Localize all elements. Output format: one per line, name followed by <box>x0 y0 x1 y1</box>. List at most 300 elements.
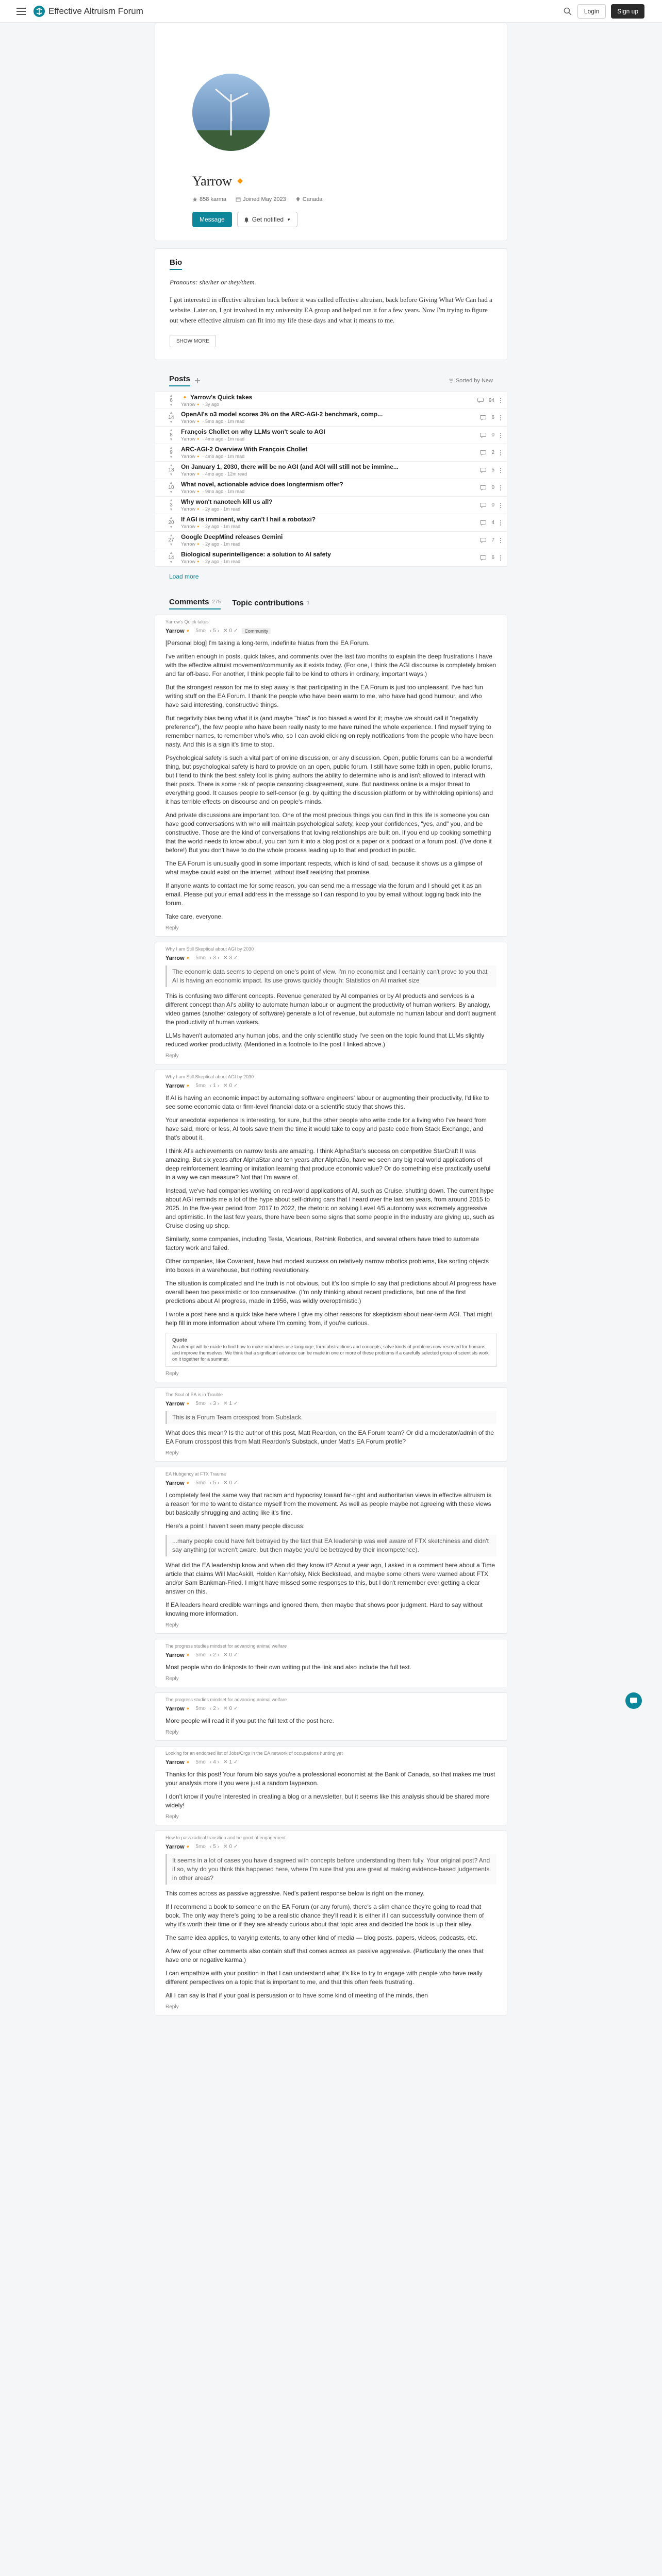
location-stat <box>295 196 323 202</box>
post-karma-value: 27 <box>168 537 174 543</box>
vote-down-icon[interactable]: ‹ <box>209 1083 212 1089</box>
comment-header <box>166 1759 496 1766</box>
post-meta: Yarrow🔸 · 3y ago <box>181 401 220 407</box>
post-karma <box>166 499 177 512</box>
comment-quote: ...many people could have felt betrayed by the fact that EA leadership was well aware of FTX sketchiness and didn't say anything (or weren't aware, but then maybe you'd be betrayed by their incompetence). <box>166 1535 496 1556</box>
location-pin-icon <box>295 197 301 202</box>
location-text: Canada <box>302 196 323 202</box>
comment-paragraph: If anyone wants to contact me for some reason, you can send me a message via the forum and I should get it as an email. Please put your email address in the message so I can respond to you by email without logging back into the forum. <box>166 882 482 907</box>
comment-paragraph: If EA leaders heard credible warnings and ignored them, then maybe that shows poor judgment. Hard to say without knowing more information. <box>166 1601 483 1617</box>
downvote-arrow-icon[interactable]: ▼ <box>169 490 173 494</box>
search-icon[interactable] <box>563 7 572 16</box>
post-karma <box>166 411 177 424</box>
comment-author[interactable]: Yarrow🔸 <box>166 1652 192 1658</box>
comment-quote: This is a Forum Team crosspost from Substack. <box>166 1411 496 1424</box>
agree-value: 0 <box>229 628 233 634</box>
bell-icon <box>244 217 249 223</box>
content-tabs <box>155 598 507 609</box>
disagree-icon[interactable]: ✕ <box>223 1652 228 1658</box>
more-options-icon[interactable] <box>500 485 502 491</box>
comment-paragraph: I wrote a post here and a quick take here where I give my other reasons for skepticism about near-term AGI. That might help fill in more information about where I'm coming from, if you're curious. <box>166 1311 492 1327</box>
vote-up-icon[interactable]: › <box>217 1706 220 1711</box>
vote-up-icon[interactable]: › <box>217 1083 220 1089</box>
comment-quote: It seems in a lot of cases you have disagreed with concepts before understanding them fully. Your original post? And if so, why do you think this happened here, where I'm sure that you are great at making evidence-based judgements in other areas? <box>166 1854 496 1885</box>
post-meta: Yarrow🔸 · 2y ago · 1m read <box>181 541 241 547</box>
comment-paragraph: I've written enough in posts, quick takes, and comments over the last two months to explain the deep frustrations I have with the effective altruist movement/community as it exists today. (For one, I think the AGI discourse is completely broken and far off-base. For another, I think people fail to be kind to others in ordinary, important ways.) <box>166 653 496 677</box>
post-title[interactable]: OpenAI's o3 model scores 3% on the ARC-AGI-2 benchmark, comp... <box>181 411 383 418</box>
post-title[interactable]: Google DeepMind releases Gemini <box>181 533 283 540</box>
comment-author[interactable]: Yarrow🔸 <box>166 1401 192 1407</box>
post-karma <box>166 481 177 494</box>
comment-thread-title[interactable]: Yarrow's Quick takes <box>166 619 209 624</box>
post-karma-value: 10 <box>168 485 174 490</box>
comment-paragraph: And private discussions are important too. One of the most precious things you can find in this life is someone you can have good conversations with who will maintain psychological safety, keep your confidences, "yes, and" you, and be constructive. Those are the kind of conversations that loving relationships are built on. If you end up cooking something that the world needs to know about, you can turn it into a blog post or a paper or a podcast or a forum post. (I've done it before!) But you don't have to do the whole process leading up to that end product in public. <box>166 811 492 854</box>
comment-author[interactable]: Yarrow🔸 <box>166 1759 192 1766</box>
comment-age: 5mo <box>195 1083 206 1089</box>
vote-up-icon[interactable]: › <box>217 955 220 961</box>
upvote-arrow-icon[interactable]: ▲ <box>169 534 173 537</box>
agree-value: 1 <box>229 1401 233 1406</box>
agree-icon[interactable]: ✓ <box>234 1844 238 1850</box>
more-options-icon[interactable] <box>500 502 502 509</box>
comment-paragraph: If I recommend a book to someone on the EA Forum (or any forum), there's a slim chance they're going to read that book. The only way there's going to be a realistic chance they'll read it is either if I can successfully convince them of why it's worth their time or if they are already curious about that topic area and decided the book is up their alley. <box>166 1903 484 1928</box>
agree-vote <box>223 955 238 961</box>
post-row[interactable] <box>155 427 507 444</box>
comment-bubble-icon[interactable] <box>480 538 486 543</box>
login-button[interactable]: Login <box>577 4 606 19</box>
disagree-icon[interactable]: ✕ <box>223 1759 228 1765</box>
post-comment-count: 94 <box>488 397 494 403</box>
joined-date: Joined May 2023 <box>242 196 286 202</box>
comment-author[interactable]: Yarrow🔸 <box>166 955 192 961</box>
comment-paragraph: Your anecdotal experience is interesting, for sure, but the other people who write code for a living who I've heard from have said, more or less, AI tools save them the time it would take to copy and paste code from Stack Exchange, and that's about it. <box>166 1116 487 1141</box>
comment-text <box>166 1094 496 1367</box>
vote-down-icon[interactable]: ‹ <box>209 1844 212 1850</box>
post-meta: Yarrow🔸 · 4mo ago · 1m read <box>181 436 245 442</box>
footnote-text: An attempt will be made to find how to make machines use language, form abstractions and concepts, solve kinds of problems now reserved for humans, and improve themselves. We think that a significant advance can be made in one or more of these problems if a carefully selected group of scientists work on it together for a summer. <box>172 1344 489 1362</box>
post-title[interactable]: ARC-AGI-2 Overview With François Chollet <box>181 446 308 453</box>
reply-link[interactable]: Reply <box>166 2004 179 2010</box>
posts-list <box>155 392 507 567</box>
karma-vote <box>210 628 219 634</box>
comment-bubble-icon[interactable] <box>480 450 486 455</box>
karma-value: 3 <box>213 1401 216 1406</box>
more-options-icon[interactable] <box>500 415 502 421</box>
comment-bubble-icon[interactable] <box>480 485 486 490</box>
agree-icon[interactable]: ✓ <box>234 1759 238 1765</box>
sort-icon <box>449 378 454 383</box>
chat-icon <box>630 1697 638 1704</box>
post-karma-value: 3 <box>170 502 173 508</box>
agree-vote <box>223 1652 238 1658</box>
comment-bubble-icon[interactable] <box>477 398 484 403</box>
more-options-icon[interactable] <box>500 467 502 473</box>
post-meta: Yarrow🔸 · 9mo ago · 1m read <box>181 489 245 494</box>
comment-paragraph: Other companies, like Covariant, have had modest success on relatively narrow robotics problems, like sorting objects into boxes in a warehouse, but nothing revolutionary. <box>166 1258 489 1274</box>
comment-thread-title[interactable]: The progress studies mindset for advancing animal welfare <box>166 1697 287 1702</box>
comment-paragraph: Here's a point I haven't seen many people discuss: <box>166 1522 305 1530</box>
agree-icon[interactable]: ✓ <box>234 1706 238 1711</box>
agree-value: 3 <box>229 955 233 961</box>
message-button[interactable]: Message <box>192 212 232 227</box>
star-icon <box>192 197 197 202</box>
comment-paragraph: The EA Forum is unusually good in some important respects, which is kind of sad, because it shows us a glimpse of what maybe could exist on the internet, without itself realizing that promise. <box>166 860 483 876</box>
upvote-arrow-icon[interactable]: ▲ <box>169 551 173 555</box>
disagree-icon[interactable]: ✕ <box>223 955 228 961</box>
bio-text <box>170 277 492 326</box>
post-meta: Yarrow🔸 · 2y ago · 1m read <box>181 506 241 512</box>
post-row[interactable] <box>155 392 507 409</box>
post-row[interactable] <box>155 462 507 479</box>
karma-value: 4 <box>213 1759 216 1765</box>
comment-text <box>166 1717 496 1725</box>
comment-bubble-icon[interactable] <box>480 555 486 561</box>
karma-vote <box>210 1759 219 1765</box>
post-karma-value: 8 <box>170 432 173 438</box>
comment-text <box>166 1854 496 2000</box>
post-comment-count: 2 <box>491 450 494 455</box>
post-title[interactable]: Why won't nanotech kill us all? <box>181 498 273 505</box>
comment-bubble-icon[interactable] <box>480 415 486 420</box>
vote-up-icon[interactable]: › <box>217 1844 220 1850</box>
karma-count: 858 karma <box>200 196 226 202</box>
post-meta: Yarrow🔸 · 5mo ago · 1m read <box>181 419 245 424</box>
comment-thread-title[interactable]: The Soul of EA is in Trouble <box>166 1392 223 1397</box>
upvote-arrow-icon[interactable]: ▲ <box>169 499 173 502</box>
disagree-icon[interactable]: ✕ <box>223 1083 228 1089</box>
chat-launcher-button[interactable] <box>625 1692 642 1709</box>
vote-up-icon[interactable]: › <box>217 1759 220 1765</box>
post-row[interactable] <box>155 497 507 514</box>
karma-vote <box>210 1480 219 1486</box>
post-karma-value: 6 <box>170 397 173 403</box>
comment-paragraph: The same idea applies, to varying extents, to any other kind of media — blog posts, papers, videos, podcasts, etc. <box>166 1934 477 1941</box>
comment-paragraph: This comes across as passive aggressive. Ned's patient response below is right on the money. <box>166 1890 425 1897</box>
post-karma <box>166 534 177 547</box>
comment-age: 5mo <box>195 1759 206 1765</box>
calendar-icon <box>236 197 241 202</box>
comment-paragraph: What does this mean? Is the author of this post, Matt Reardon, on the EA Forum team? Or did a moderator/admin of the EA Forum crosspost this from Matt Reardon's Substack, under Matt's EA Forum profile? <box>166 1429 494 1445</box>
comment-text <box>166 639 496 921</box>
comment-paragraph: More people will read it if you put the full text of the post here. <box>166 1717 334 1724</box>
sort-label: Sorted by New <box>455 377 493 384</box>
agree-icon[interactable]: ✓ <box>234 628 238 634</box>
post-row[interactable] <box>155 409 507 427</box>
comment-paragraph: I think AI's achievements on narrow tests are amazing. I think AlphaStar's success on competitive StarCraft II was amazing. But six years after AlphaStar and ten years after AlphaGo, have we seen any big real world applications of deep reinforcement learning or imitation learning that produce economic value? Or do something else practically useful in a way we can measure? Not that I'm aware of. <box>166 1147 491 1181</box>
comment-text <box>166 1770 496 1810</box>
vote-down-icon[interactable]: ‹ <box>209 1401 212 1406</box>
comment-thread-title[interactable]: The progress studies mindset for advancing animal welfare <box>166 1643 287 1649</box>
comment-paragraph: Take care, everyone. <box>166 913 223 920</box>
sort-selector[interactable] <box>449 378 493 384</box>
comment-paragraph: All I can say is that if your goal is persuasion or to have some kind of meeting of the minds, then <box>166 1992 428 1999</box>
comment-bubble-icon[interactable] <box>480 468 486 473</box>
joined-stat <box>236 196 286 202</box>
reply-link[interactable]: Reply <box>166 1450 179 1456</box>
post-title[interactable]: 🔸 Yarrow's Quick takes <box>181 393 253 401</box>
downvote-arrow-icon[interactable]: ▼ <box>169 473 173 477</box>
tab-topic-contributions[interactable] <box>232 599 309 609</box>
karma-value: 5 <box>213 1480 216 1486</box>
comment-text <box>166 1663 496 1672</box>
disagree-icon[interactable]: ✕ <box>223 628 228 634</box>
vote-down-icon[interactable]: ‹ <box>209 628 212 634</box>
get-notified-button[interactable] <box>237 212 297 227</box>
comment-paragraph: Similarly, some companies, including Tesla, Vicarious, Rethink Robotics, and several others have tried to automate factory work and failed. <box>166 1235 479 1251</box>
comment-block <box>155 1070 507 1382</box>
comment-paragraph: I completely feel the same way that racism and hypocrisy toward far-right and authoritarian views in effective altruism is a reason for me to want to distance myself from the movement. As well as people maybe not agreeing with these views but basically shrugging and acting like it's fine. <box>166 1492 492 1516</box>
comment-bubble-icon[interactable] <box>480 520 486 526</box>
comment-age: 5mo <box>195 1652 206 1658</box>
karma-value: 5 <box>213 628 216 634</box>
tab-topic-count: 1 <box>307 600 310 606</box>
downvote-arrow-icon[interactable]: ▼ <box>169 543 173 547</box>
post-meta: Yarrow🔸 · 4mo ago · 1m read <box>181 454 245 459</box>
upvote-arrow-icon[interactable]: ▲ <box>169 446 173 450</box>
more-options-icon[interactable] <box>500 555 502 561</box>
comment-text <box>166 965 496 1049</box>
comment-thread-title[interactable]: Why I am Still Skeptical about AGI by 2030 <box>166 946 254 952</box>
karma-vote <box>210 955 219 961</box>
downvote-arrow-icon[interactable]: ▼ <box>169 420 173 424</box>
upvote-arrow-icon[interactable]: ▲ <box>169 481 173 485</box>
downvote-arrow-icon[interactable]: ▼ <box>169 526 173 529</box>
comment-text <box>166 1491 496 1618</box>
disagree-icon[interactable]: ✕ <box>223 1706 228 1711</box>
comment-paragraph: I don't know if you're interested in creating a blog or a newsletter, but it seems like this analysis should be shared more widely! <box>166 1793 490 1809</box>
reply-link[interactable]: Reply <box>166 925 179 931</box>
more-options-icon[interactable] <box>500 537 502 544</box>
reply-link[interactable]: Reply <box>166 1676 179 1682</box>
post-karma <box>166 516 177 529</box>
comment-header <box>166 1705 496 1712</box>
comment-paragraph: Most people who do linkposts to their own writing put the link and also include the full text. <box>166 1664 411 1671</box>
post-karma-value: 14 <box>168 415 174 420</box>
comments-list <box>155 615 507 2015</box>
agree-vote <box>223 628 238 634</box>
comment-author[interactable]: Yarrow🔸 <box>166 1480 192 1486</box>
agree-vote <box>223 1083 238 1089</box>
avatar-image-icon <box>192 74 270 151</box>
agree-icon[interactable]: ✓ <box>234 1652 238 1658</box>
post-comment-count: 6 <box>491 415 494 420</box>
reply-link[interactable]: Reply <box>166 1730 179 1735</box>
reply-link[interactable]: Reply <box>166 1622 179 1628</box>
karma-vote <box>210 1083 219 1089</box>
comment-paragraph: Instead, we've had companies working on real-world applications of AI, such as Cruise, shutting down. The current hype about AGI reminds me a lot of the hype about self-driving cars that I heard over the last ten years, from around 2015 to 2025. In the five-year period from 2017 to 2022, the rhetoric on solving Level 4/5 autonomy was extremely aggressive and optimistic. In the last few years, there have been some signs that some people in the industry are giving up, such as Cruise closing up shop. <box>166 1187 494 1229</box>
post-row[interactable] <box>155 479 507 497</box>
downvote-arrow-icon[interactable]: ▼ <box>169 455 173 459</box>
comment-block <box>155 942 507 1064</box>
comment-age: 5mo <box>195 1844 206 1850</box>
comment-header <box>166 1480 496 1486</box>
vote-down-icon[interactable]: ‹ <box>209 1759 212 1765</box>
comment-paragraph: This is confusing two different concepts. Revenue generated by AI companies or by AI products and services is a different concept than AI's ability to automate human labour or augment the productivity of human workers. By analogy, video games (another category of software) generate a lot of revenue, but automate no human labour and don't augment the productivity of human workers. <box>166 992 496 1026</box>
comment-paragraph: Thanks for this post! Your forum bio says you're a professional economist at the Bank of Canada, so that makes me trust your analysis more if you were just a random layperson. <box>166 1771 495 1787</box>
agree-vote <box>223 1480 238 1486</box>
karma-vote <box>210 1706 219 1711</box>
comment-age: 5mo <box>195 1401 206 1406</box>
downvote-arrow-icon[interactable]: ▼ <box>169 561 173 564</box>
vote-up-icon[interactable]: › <box>217 1652 220 1658</box>
karma-stat <box>192 196 226 202</box>
agree-icon[interactable]: ✓ <box>234 955 238 961</box>
comment-block <box>155 615 507 937</box>
reply-link[interactable]: Reply <box>166 1053 179 1059</box>
load-more-link[interactable]: Load more <box>169 573 199 580</box>
comment-header <box>166 1082 496 1089</box>
comment-thread-title[interactable]: How to pass radical transition and be good at engagement <box>166 1835 286 1840</box>
comment-age: 5mo <box>195 628 206 634</box>
vote-down-icon[interactable]: ‹ <box>209 1706 212 1711</box>
karma-value: 2 <box>213 1706 216 1711</box>
post-comment-count: 0 <box>491 485 494 490</box>
post-row[interactable] <box>155 549 507 567</box>
post-karma-value: 14 <box>168 555 174 561</box>
vote-down-icon[interactable]: ‹ <box>209 955 212 961</box>
agree-value: 0 <box>229 1706 233 1711</box>
downvote-arrow-icon[interactable]: ▼ <box>169 438 173 442</box>
upvote-arrow-icon[interactable]: ▲ <box>169 429 173 432</box>
comment-bubble-icon[interactable] <box>480 503 486 508</box>
post-title[interactable]: Biological superintelligence: a solution to AI safety <box>181 551 331 558</box>
agree-value: 0 <box>229 1480 233 1486</box>
forum-logo-icon <box>33 5 45 18</box>
more-options-icon[interactable] <box>500 450 502 456</box>
post-title[interactable]: François Chollet on why LLMs won't scale to AGI <box>181 428 325 435</box>
comment-quote: The economic data seems to depend on one's point of view. I'm no economist and I certainly can't prove to you that AI is having an economic impact. Its use grows quickly though: Statistics on AI market size <box>166 965 496 987</box>
upvote-arrow-icon[interactable]: ▲ <box>169 411 173 415</box>
tab-comments[interactable] <box>169 598 221 609</box>
downvote-arrow-icon[interactable]: ▼ <box>169 403 173 407</box>
post-row[interactable] <box>155 514 507 532</box>
plus-icon[interactable] <box>194 378 201 384</box>
profile-card <box>155 23 507 241</box>
more-options-icon[interactable] <box>500 520 502 526</box>
post-karma-value: 13 <box>168 467 174 473</box>
agree-vote <box>223 1401 238 1406</box>
posts-heading: Posts <box>169 375 190 386</box>
disagree-icon[interactable]: ✕ <box>223 1401 228 1406</box>
karma-value: 3 <box>213 955 216 961</box>
vote-up-icon[interactable]: › <box>217 628 220 634</box>
post-row[interactable] <box>155 444 507 462</box>
comment-paragraph: But negativity bias being what it is (and maybe "bias" is too biased a word for it; maybe we should call it "negativity preference"), the few people who have been really nasty to me have ruined the whole experience. I find myself trying to remember names, to remember who's who, so I can avoid clicking on reply notifications from the people who have been nasty. And this is a sign it's time to stop. <box>166 715 493 748</box>
profile-stats <box>192 196 492 202</box>
post-comment-count: 7 <box>491 537 494 543</box>
comment-text <box>166 1411 496 1446</box>
site-name: Effective Altruism Forum <box>48 6 143 16</box>
disagree-icon[interactable]: ✕ <box>223 1480 228 1486</box>
upvote-arrow-icon[interactable]: ▲ <box>169 394 173 398</box>
comment-thread-title[interactable]: Looking for an endorsed list of Jobs/Orgs in the EA network of occupations hunting yet <box>166 1751 343 1756</box>
post-karma-value: 9 <box>170 450 173 455</box>
top-bar <box>0 0 662 23</box>
more-options-icon[interactable] <box>500 432 502 438</box>
karma-vote <box>210 1652 219 1658</box>
comment-block <box>155 1746 507 1825</box>
comment-thread-title[interactable]: EA Hubgency at FTX Trauma <box>166 1471 226 1477</box>
agree-vote <box>223 1759 238 1765</box>
comment-author[interactable]: Yarrow🔸 <box>166 1844 192 1850</box>
comment-bubble-icon[interactable] <box>480 433 486 438</box>
agree-vote <box>223 1706 238 1711</box>
comment-paragraph: [Personal blog] I'm taking a long-term, indefinite hiatus from the EA Forum. <box>166 639 370 647</box>
post-karma-value: 20 <box>168 520 174 526</box>
comment-paragraph: But the strongest reason for me to step away is that participating in the EA Forum is just too unpleasant. I've had fun writing stuff on the EA Forum. I thank the people who have been warm to me, who have had good humour, and who have said interesting, constructive things. <box>166 684 483 708</box>
get-notified-label: Get notified <box>252 216 284 223</box>
downvote-arrow-icon[interactable]: ▼ <box>169 508 173 512</box>
signup-button[interactable]: Sign up <box>611 4 644 19</box>
vote-up-icon[interactable]: › <box>217 1401 220 1406</box>
agree-value: 0 <box>229 1844 233 1850</box>
post-comment-count: 0 <box>491 432 494 438</box>
reply-link[interactable]: Reply <box>166 1814 179 1820</box>
upvote-arrow-icon[interactable]: ▲ <box>169 516 173 520</box>
comment-age: 5mo <box>195 955 206 961</box>
post-comment-count: 6 <box>491 555 494 561</box>
comment-author[interactable]: Yarrow🔸 <box>166 1706 192 1712</box>
agree-value: 1 <box>229 1759 233 1765</box>
comment-tag-badge[interactable]: Community <box>242 628 271 634</box>
avatar <box>192 74 270 151</box>
post-meta: Yarrow🔸 · 2y ago · 1m read <box>181 524 241 529</box>
post-comment-count: 5 <box>491 467 494 473</box>
comment-author[interactable]: Yarrow🔸 <box>166 628 192 634</box>
comment-paragraph: A few of your other comments also contain stuff that comes across as passive aggressive. (Particularly the ones that have one or negative karma.) <box>166 1947 484 1963</box>
main-column <box>155 23 507 2021</box>
comment-block <box>155 1692 507 1741</box>
comment-paragraph: I can empathize with your position in that I can understand what it's like to try to engage with people who have really different perspectives on a topic that is important to me, and that this often feels frustrating. <box>166 1970 483 1986</box>
hamburger-menu-icon[interactable] <box>16 8 26 15</box>
post-row[interactable] <box>155 532 507 549</box>
comment-header <box>166 1652 496 1658</box>
comment-block <box>155 1639 507 1687</box>
comment-header <box>166 955 496 961</box>
agree-value: 0 <box>229 1652 233 1658</box>
comment-header <box>166 1843 496 1850</box>
comment-age: 5mo <box>195 1706 206 1711</box>
disagree-icon[interactable]: ✕ <box>223 1844 228 1850</box>
comment-block <box>155 1831 507 2015</box>
karma-value: 5 <box>213 1844 216 1850</box>
vote-down-icon[interactable]: ‹ <box>209 1652 212 1658</box>
post-karma <box>166 464 177 477</box>
vote-up-icon[interactable]: › <box>217 1480 220 1486</box>
upvote-arrow-icon[interactable]: ▲ <box>169 464 173 467</box>
agree-icon[interactable]: ✓ <box>234 1401 238 1406</box>
show-more-button[interactable]: SHOW MORE <box>170 335 216 347</box>
vote-down-icon[interactable]: ‹ <box>209 1480 212 1486</box>
comment-thread-title[interactable]: Why I am Still Skeptical about AGI by 2030 <box>166 1074 254 1079</box>
agree-icon[interactable]: ✓ <box>234 1480 238 1486</box>
site-logo[interactable] <box>33 5 143 18</box>
reply-link[interactable]: Reply <box>166 1371 179 1377</box>
comment-header <box>166 1400 496 1407</box>
post-title[interactable]: What novel, actionable advice does longtermism offer? <box>181 481 343 488</box>
agree-icon[interactable]: ✓ <box>234 1083 238 1089</box>
post-comment-count: 4 <box>491 520 494 526</box>
more-options-icon[interactable] <box>500 397 502 403</box>
comment-author[interactable]: Yarrow🔸 <box>166 1083 192 1089</box>
comment-paragraph: The situation is complicated and the truth is not obvious, but it's too simple to say that predictions about AI progress have overall been too pessimistic or too conservative. (I'm only thinking about recent predictions, but one of the first predictions about AI progress, made in 1956, was wildly overoptimistic.) <box>166 1280 496 1304</box>
footnote-box <box>166 1333 496 1367</box>
karma-value: 2 <box>213 1652 216 1658</box>
post-title[interactable]: On January 1, 2030, there will be no AGI (and AGI will still not be immine... <box>181 463 399 470</box>
post-comment-count: 0 <box>491 502 494 508</box>
post-title[interactable]: If AGI is imminent, why can't I hail a robotaxi? <box>181 516 316 523</box>
agree-vote <box>223 1844 238 1850</box>
